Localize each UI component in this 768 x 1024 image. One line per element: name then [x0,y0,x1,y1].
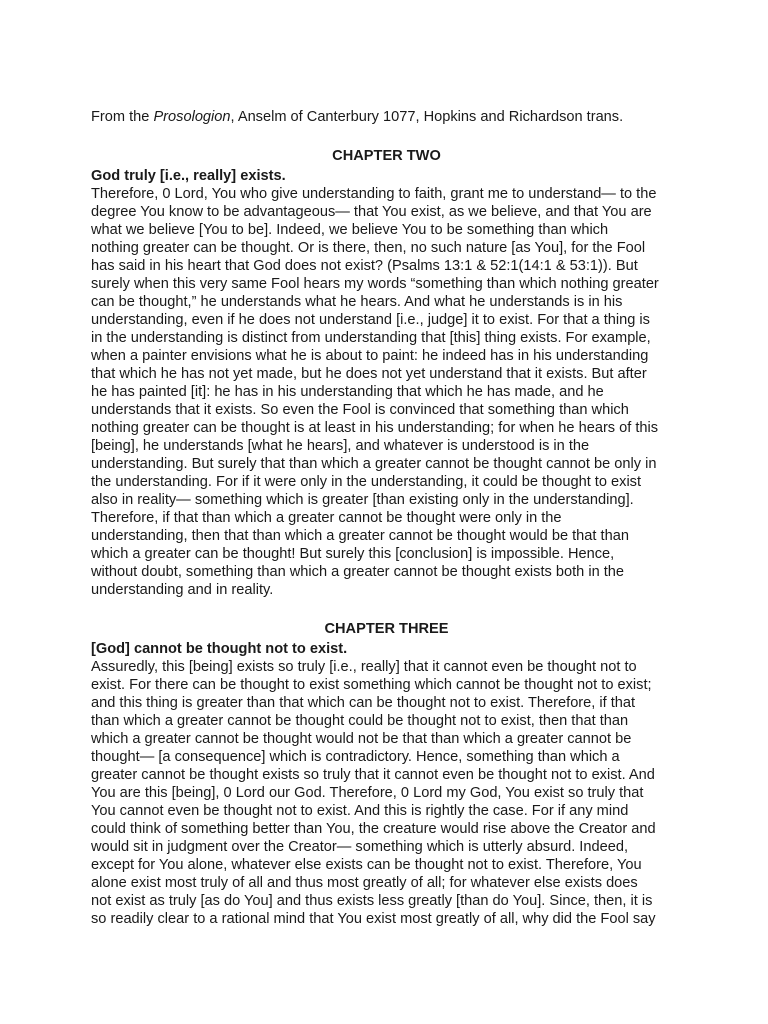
text-line: degree You know to be advantageous— that You exist, as we believe, and that You are [91,204,652,220]
text-line: greater cannot be thought exists so truly that it cannot even be thought not to exist. And [91,767,655,783]
text-line: than which a greater cannot be thought could be thought not to exist, then that than [91,713,629,729]
text-line: Assuredly, this [being] exists so truly [i.e., really] that it cannot even be thought not to [91,659,637,675]
source-citation [91,108,682,126]
text-line: except for You alone, whatever else exists can be thought not to exist. Therefore, You [91,857,642,873]
chapter-three-heading: CHAPTER THREE [324,621,449,637]
text-line: which a greater can be thought! But surely this [conclusion] is impossible. Hence, [91,546,615,562]
source-work-title: Prosologion [153,109,231,125]
text-line: could think of something better than You, the creature would rise above the Creator and [91,821,656,837]
text-line: understanding, then that than which a greater cannot be thought would be that than [91,528,629,544]
chapter-two-subtitle: God truly [i.e., really] exists. [91,168,286,184]
text-line: and this thing is greater than that which can be thought not to exist. Therefore, if that [91,695,636,711]
text-line: Therefore, if that than which a greater cannot be thought were only in the [91,510,562,526]
text-line: would sit in judgment over the Creator— something which is utterly absurd. Indeed, [91,839,628,855]
text-line: understanding. But surely that than which a greater cannot be thought cannot be only in [91,456,657,472]
chapter-three-subtitle: [God] cannot be thought not to exist. [91,641,348,657]
text-line: understands that it exists. So even the Fool is convinced that something than which [91,402,629,418]
text-line: You are this [being], 0 Lord our God. Therefore, 0 Lord my God, You exist so truly that [91,785,644,801]
text-line: understanding, even if he does not understand [i.e., judge] it to exist. For that a thing is [91,312,650,328]
text-line: can be thought,” he understands what he hears. And what he understands is in his [91,294,623,310]
text-line: so readily clear to a rational mind that You exist most greatly of all, why did the Fool say [91,911,656,927]
text-line: also in reality— something which is greater [than existing only in the understanding]. [91,492,634,508]
text-line: not exist as truly [as do You] and thus exists less greatly [than do You]. Since, then, it is [91,893,653,909]
text-line: the understanding. For if it were only in the understanding, it could be thought to exist [91,474,642,490]
text-line: [being], he understands [what he hears], and whatever is understood is in the [91,438,590,454]
text-line: You cannot even be thought not to exist. And this is rightly the case. For if any mind [91,803,629,819]
chapter-two-heading: CHAPTER TWO [332,148,441,164]
text-line: that which he has not yet made, but he does not yet understand that it exists. But after [91,366,647,382]
chapter-two-body [91,185,682,599]
text-line: Therefore, 0 Lord, You who give understanding to faith, grant me to understand— to the [91,186,657,202]
text-line: without doubt, something than which a greater cannot be thought exists both in the [91,564,625,580]
text-line: he has painted [it]: he has in his understanding that which he has made, and he [91,384,604,400]
source-prefix: From the [91,109,154,125]
text-line: exist. For there can be thought to exist something which cannot be thought not to exist; [91,677,652,693]
text-line: thought— [a consequence] which is contradictory. Hence, something than which a [91,749,620,765]
text-line: what we believe [You to be]. Indeed, we believe You to be something than which [91,222,609,238]
text-line: when a painter envisions what he is about to paint: he indeed has in his understanding [91,348,649,364]
text-line: alone exist most truly of all and thus most greatly of all; for whatever else exists does [91,875,638,891]
text-line: surely when this very same Fool hears my words “something than which nothing greater [91,276,659,292]
text-line: understanding and in reality. [91,582,274,598]
text-line: in the understanding is distinct from understanding that [this] thing exists. For example, [91,330,651,346]
text-line: has said in his heart that God does not exist? (Psalms 13:1 & 52:1(14:1 & 53:1)). But [91,258,638,274]
source-suffix: , Anselm of Canterbury 1077, Hopkins and Richardson trans. [230,109,624,125]
text-line: nothing greater can be thought. Or is there, then, no such nature [as You], for the Fool [91,240,646,256]
chapter-three-body [91,658,682,928]
text-line: nothing greater can be thought is at least in his understanding; for when he hears of this [91,420,659,436]
text-line: which a greater cannot be thought would not be that than which a greater cannot be [91,731,632,747]
